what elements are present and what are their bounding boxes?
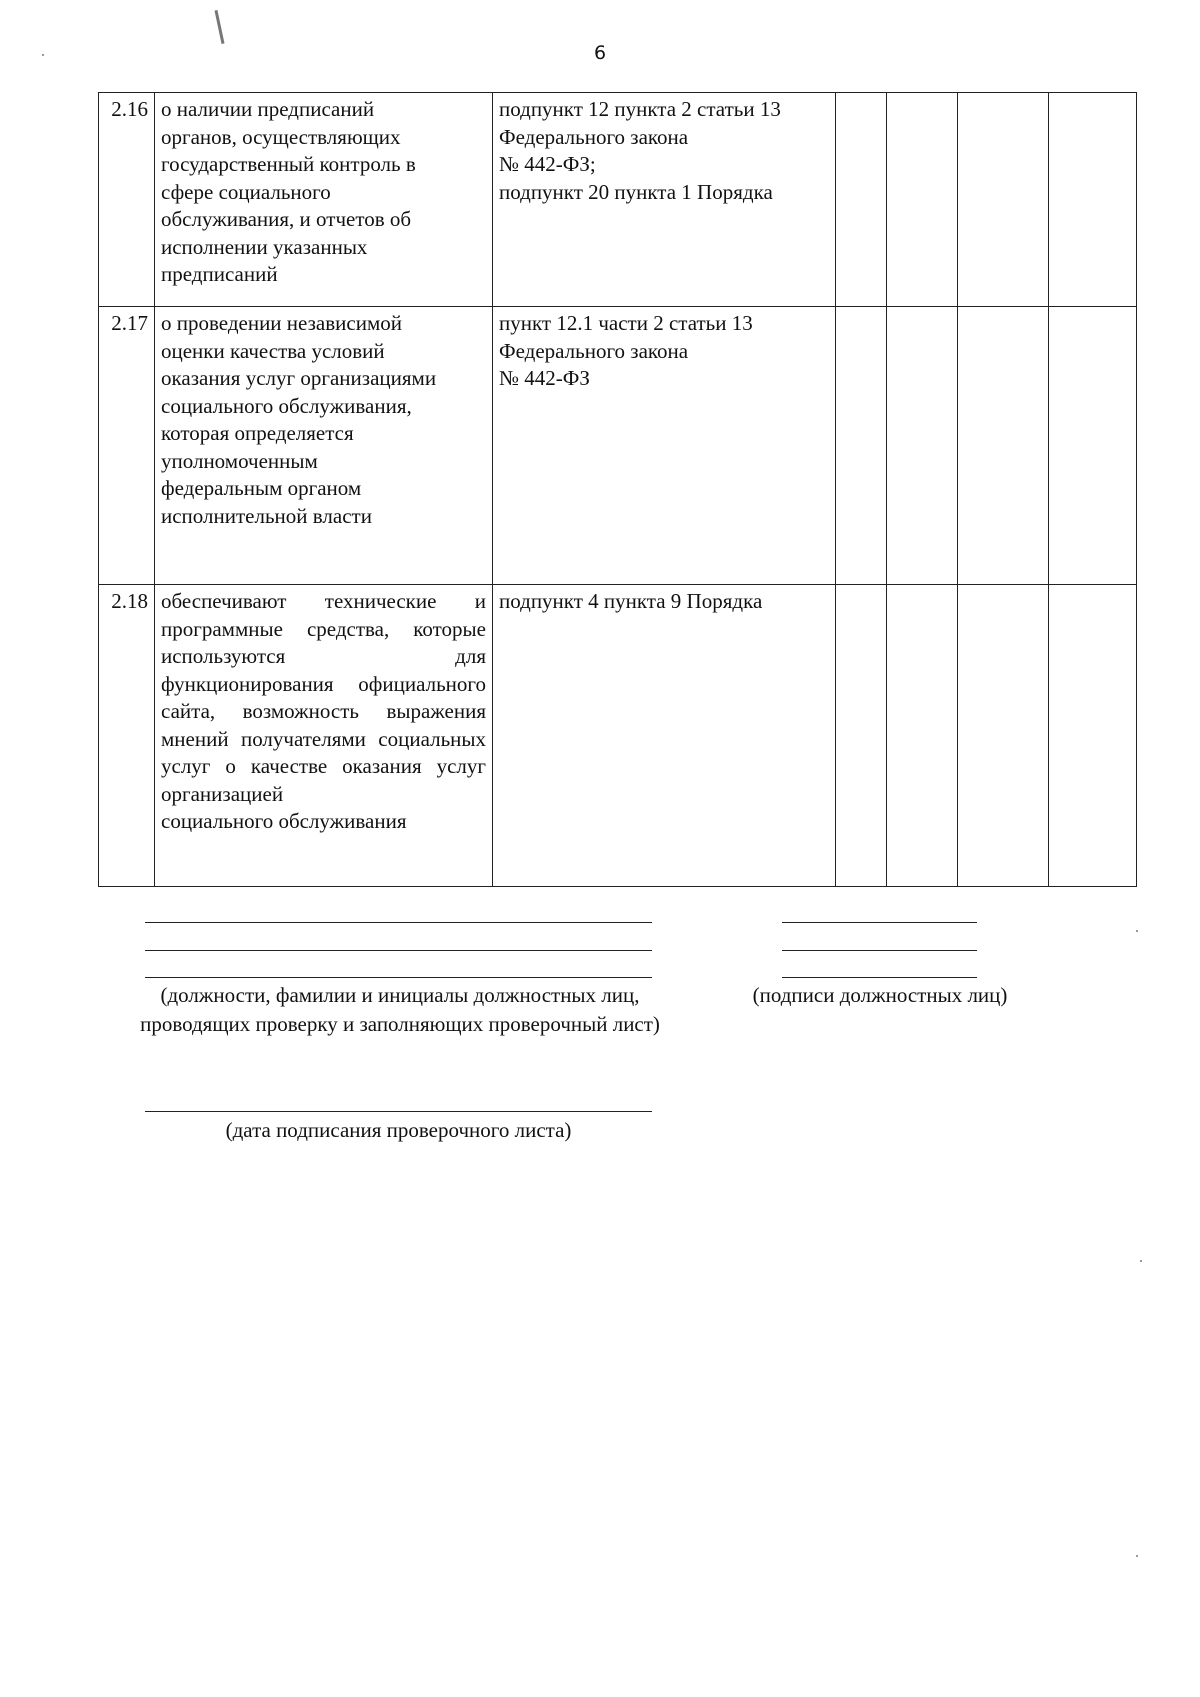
signature-line-1[interactable] bbox=[782, 922, 977, 923]
signature-line-3[interactable] bbox=[782, 977, 977, 978]
answer-cell-yes[interactable] bbox=[836, 307, 887, 585]
item-description: о наличии предписаний органов, осуществляющих государственный контроль в сфере социального обслуживания, и отчетов об исполнении указанных предписаний bbox=[155, 93, 493, 307]
item-legal-reference: подпункт 12 пункта 2 статьи 13 Федерального закона № 442-ФЗ; подпункт 20 пункта 1 Порядка bbox=[493, 93, 836, 307]
item-number: 2.18 bbox=[99, 585, 155, 887]
item-description-text: обеспечивают технические и программные средства, которые используются для функционирования официального сайта, возможность выражения мнений получателями социальных услуг о качестве оказания услуг организацией bbox=[161, 589, 486, 806]
item-description-last-line: социального обслуживания bbox=[161, 809, 407, 833]
signatures-caption: (подписи должностных лиц) bbox=[752, 983, 1008, 1007]
answer-cell-not-applicable[interactable] bbox=[958, 585, 1049, 887]
table-row-2-16 bbox=[99, 93, 1137, 307]
page-number: 6 bbox=[593, 42, 607, 64]
date-line[interactable] bbox=[145, 1111, 652, 1112]
item-number: 2.16 bbox=[99, 93, 155, 307]
item-legal-reference: подпункт 4 пункта 9 Порядка bbox=[493, 585, 836, 887]
checklist-table bbox=[98, 92, 1137, 887]
table-row-2-18 bbox=[99, 585, 1137, 887]
table-row-2-17 bbox=[99, 307, 1137, 585]
scan-speck bbox=[1140, 1260, 1142, 1262]
answer-cell-no[interactable] bbox=[887, 307, 958, 585]
answer-cell-note[interactable] bbox=[1049, 93, 1137, 307]
answer-cell-no[interactable] bbox=[887, 93, 958, 307]
answer-cell-no[interactable] bbox=[887, 585, 958, 887]
scan-mark bbox=[214, 10, 224, 44]
answer-cell-note[interactable] bbox=[1049, 307, 1137, 585]
official-line-1[interactable] bbox=[145, 922, 652, 923]
item-number: 2.17 bbox=[99, 307, 155, 585]
date-caption: (дата подписания проверочного листа) bbox=[225, 1118, 572, 1142]
scan-speck bbox=[1136, 1555, 1138, 1557]
item-description: о проведении независимой оценки качества условий оказания услуг организациями социального обслуживания, которая определяется уполномоченным федеральным органом исполнительной власти bbox=[155, 307, 493, 585]
official-line-2[interactable] bbox=[145, 950, 652, 951]
answer-cell-yes[interactable] bbox=[836, 585, 887, 887]
answer-cell-note[interactable] bbox=[1049, 585, 1137, 887]
answer-cell-yes[interactable] bbox=[836, 93, 887, 307]
scan-speck bbox=[1136, 930, 1138, 932]
item-description bbox=[155, 585, 493, 887]
signature-line-2[interactable] bbox=[782, 950, 977, 951]
official-line-3[interactable] bbox=[145, 977, 652, 978]
item-legal-reference: пункт 12.1 части 2 статьи 13 Федерального закона № 442-ФЗ bbox=[493, 307, 836, 585]
answer-cell-not-applicable[interactable] bbox=[958, 307, 1049, 585]
answer-cell-not-applicable[interactable] bbox=[958, 93, 1049, 307]
scan-speck bbox=[42, 54, 44, 56]
officials-caption: (должности, фамилии и инициалы должностных лиц, проводящих проверку и заполняющих проверочный лист) bbox=[140, 983, 660, 1036]
